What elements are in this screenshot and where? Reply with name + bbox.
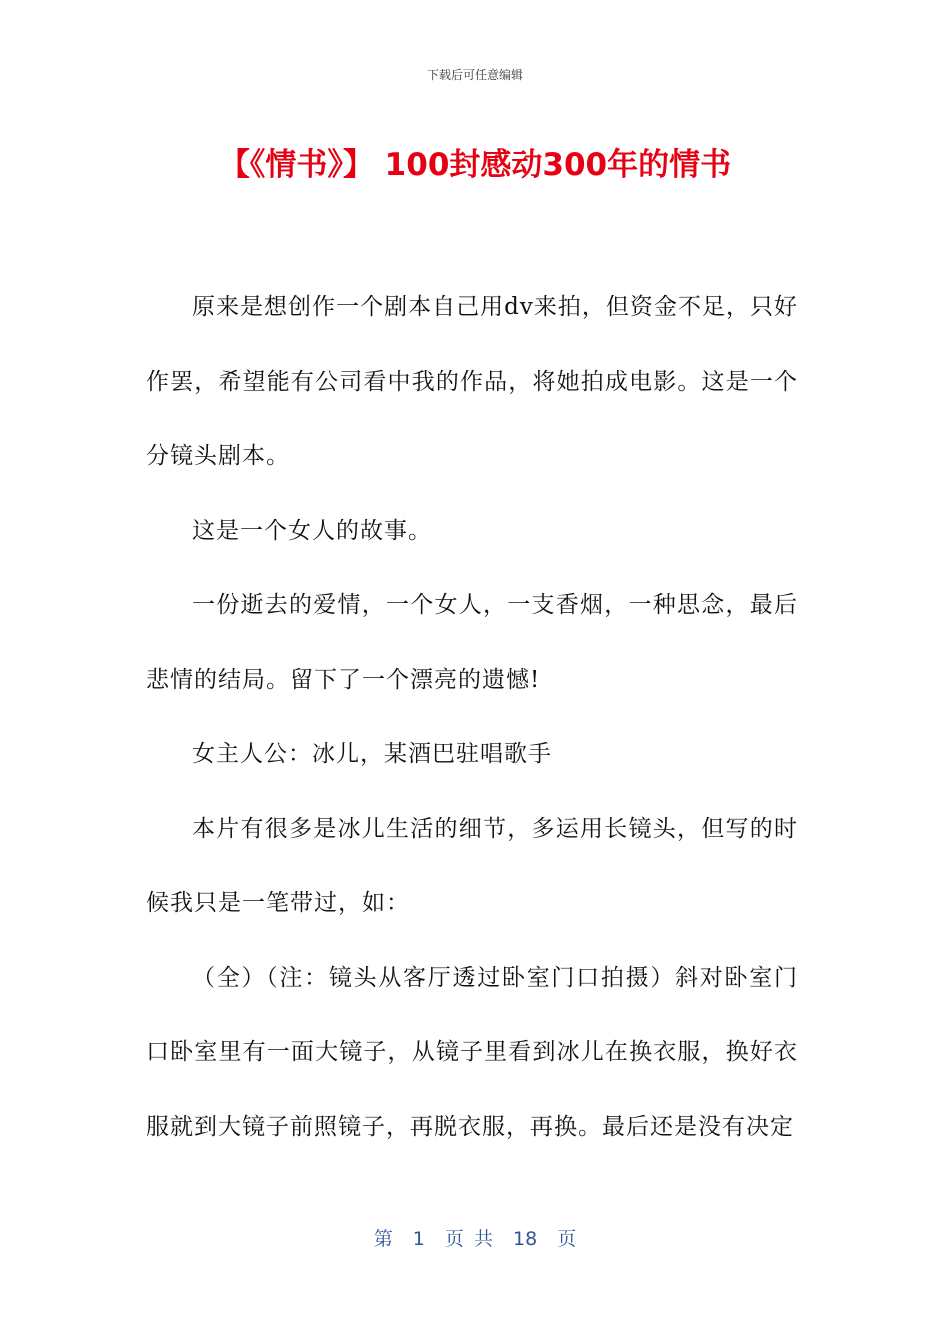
page-number-footer: 第 1 页 共 18 页 [373, 1228, 577, 1250]
paragraph: 原来是想创作一个剧本自己用dv来拍，但资金不足，只好作罢，希望能有公司看中我的作品，将她拍成电影。这是一个分镜头剧本。 [146, 294, 798, 469]
document-body [146, 270, 798, 1164]
header-note: 下载后可任意编辑 [426, 68, 523, 82]
paragraph: （全）（注：镜头从客厅透过卧室门口拍摄）斜对卧室门口卧室里有一面大镜子，从镜子里看到冰儿在换衣服，换好衣服就到大镜子前照镜子，再脱衣服，再换。最后还是没有决定 [146, 964, 798, 1140]
paragraph: 女主人公：冰儿，某酒巴驻唱歌手 [192, 741, 552, 767]
paragraph: 这是一个女人的故事。 [192, 517, 432, 544]
paragraph: 本片有很多是冰儿生活的细节，多运用长镜头，但写的时候我只是一笔带过，如： [146, 815, 798, 916]
document-title: 【《情书》】 100封感动300年的情书 [218, 147, 732, 183]
paragraph: 一份逝去的爱情，一个女人，一支香烟，一种思念，最后悲情的结局。留下了一个漂亮的遗憾! [146, 592, 798, 693]
